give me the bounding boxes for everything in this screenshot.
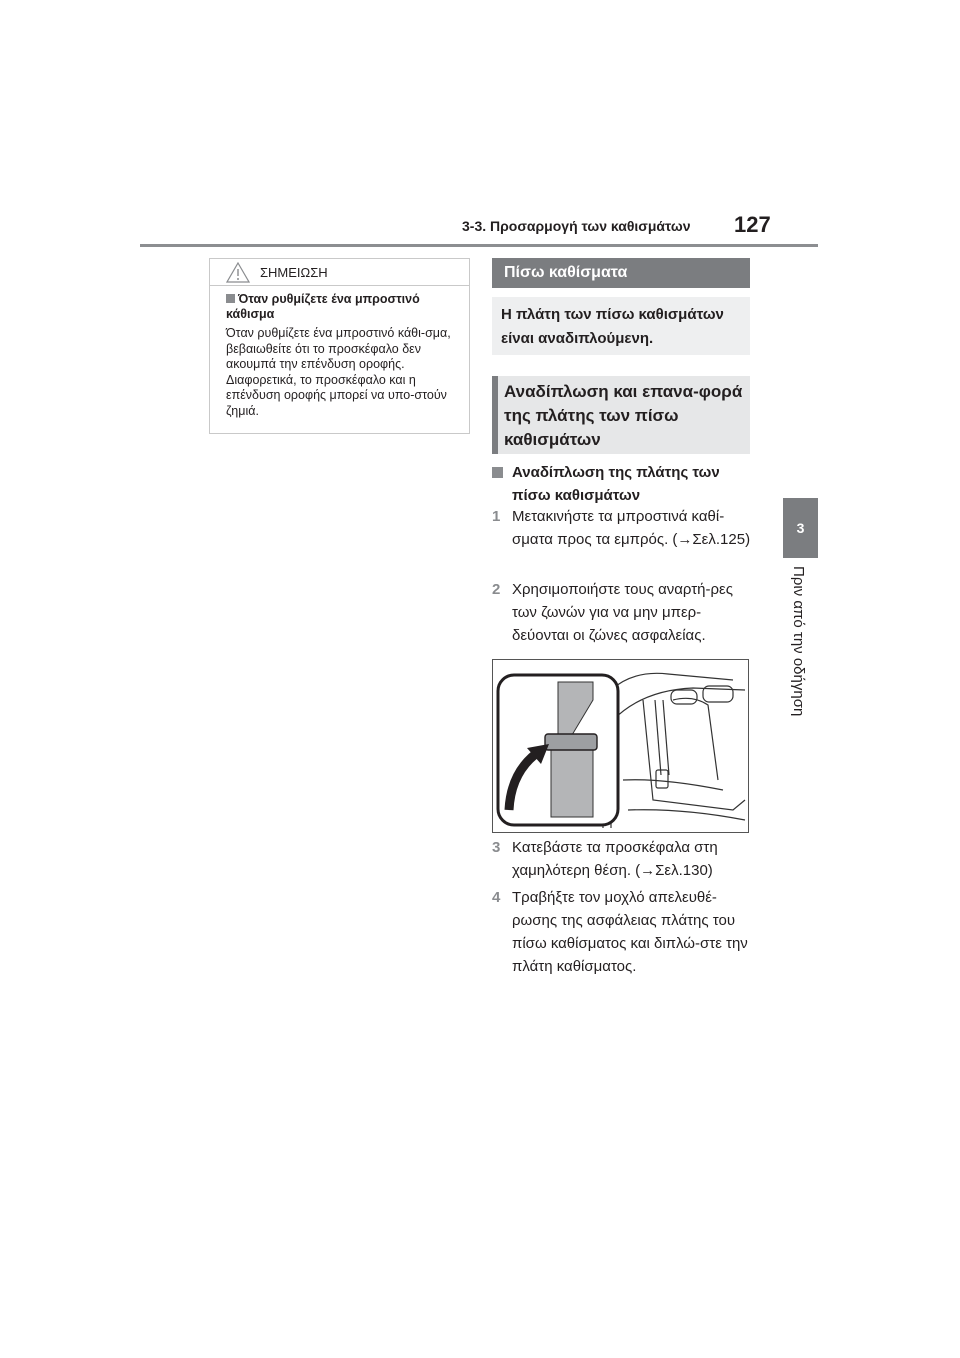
intro-box: Η πλάτη των πίσω καθισμάτων είναι αναδιπλούμενη. <box>492 297 750 355</box>
chapter-number: 3 <box>796 520 805 536</box>
header-rule <box>140 244 818 247</box>
page-number: 127 <box>734 212 771 237</box>
seatbelt-hanger-illustration <box>492 659 749 833</box>
step-text: Κατεβάστε τα προσκέφαλα στη χαμηλότερη θέση. (→Σελ.130) <box>512 839 718 879</box>
chapter-tab <box>783 498 818 558</box>
step-2 <box>492 578 754 647</box>
note-title: ΣΗΜΕΙΩΣΗ <box>260 265 328 280</box>
note-body: Όταν ρυθμίζετε ένα μπροστινό κάθι-σμα, βεβαιωθείτε ότι το προσκέφαλο δεν ακουμπά την επένδυση οροφής. Διαφορετικά, το προσκέφαλο και η επένδυση οροφής μπορεί να υπο-στούν ζημιά. <box>226 326 451 418</box>
note-header <box>210 259 469 286</box>
note-box <box>209 258 470 434</box>
subheading: Αναδίπλωση και επανα-φορά της πλάτης των πίσω καθισμάτων <box>492 376 750 454</box>
warning-triangle-icon <box>226 262 250 283</box>
section-title: Πίσω καθίσματα <box>492 258 750 288</box>
step-number: 3 <box>492 839 501 856</box>
chapter-title: Πριν από την οδήγηση <box>790 566 807 717</box>
step-text: Τραβήξτε τον μοχλό απελευθέ-ρωσης της ασφάλειας πλάτης του πίσω καθίσματος και διπλώ-στε την πλάτη καθίσματος. <box>512 889 748 975</box>
step-text: Χρησιμοποιήστε τους αναρτή-ρες των ζωνών για να μην μπερ-δεύονται οι ζώνες ασφαλείας. <box>512 581 733 644</box>
illustration-drawing <box>493 660 748 832</box>
note-subtitle <box>226 292 456 322</box>
procedure-heading <box>492 461 752 507</box>
step-number: 1 <box>492 508 501 525</box>
step-text: Μετακινήστε τα μπροστινά καθί-σματα προς τα εμπρός. (→Σελ.125) <box>512 508 751 548</box>
note-subtitle-text: Όταν ρυθμίζετε ένα μπροστινό κάθισμα <box>226 292 420 321</box>
square-bullet-icon <box>226 294 235 303</box>
step-number: 4 <box>492 889 501 906</box>
running-header-section: 3-3. Προσαρμογή των καθισμάτων <box>462 218 691 234</box>
step-number: 2 <box>492 581 501 598</box>
procedure-heading-text: Αναδίπλωση της πλάτης των πίσω καθισμάτων <box>512 464 720 504</box>
step-1 <box>492 505 754 551</box>
step-4 <box>492 886 754 978</box>
step-3 <box>492 836 754 882</box>
square-bullet-icon <box>492 467 503 478</box>
